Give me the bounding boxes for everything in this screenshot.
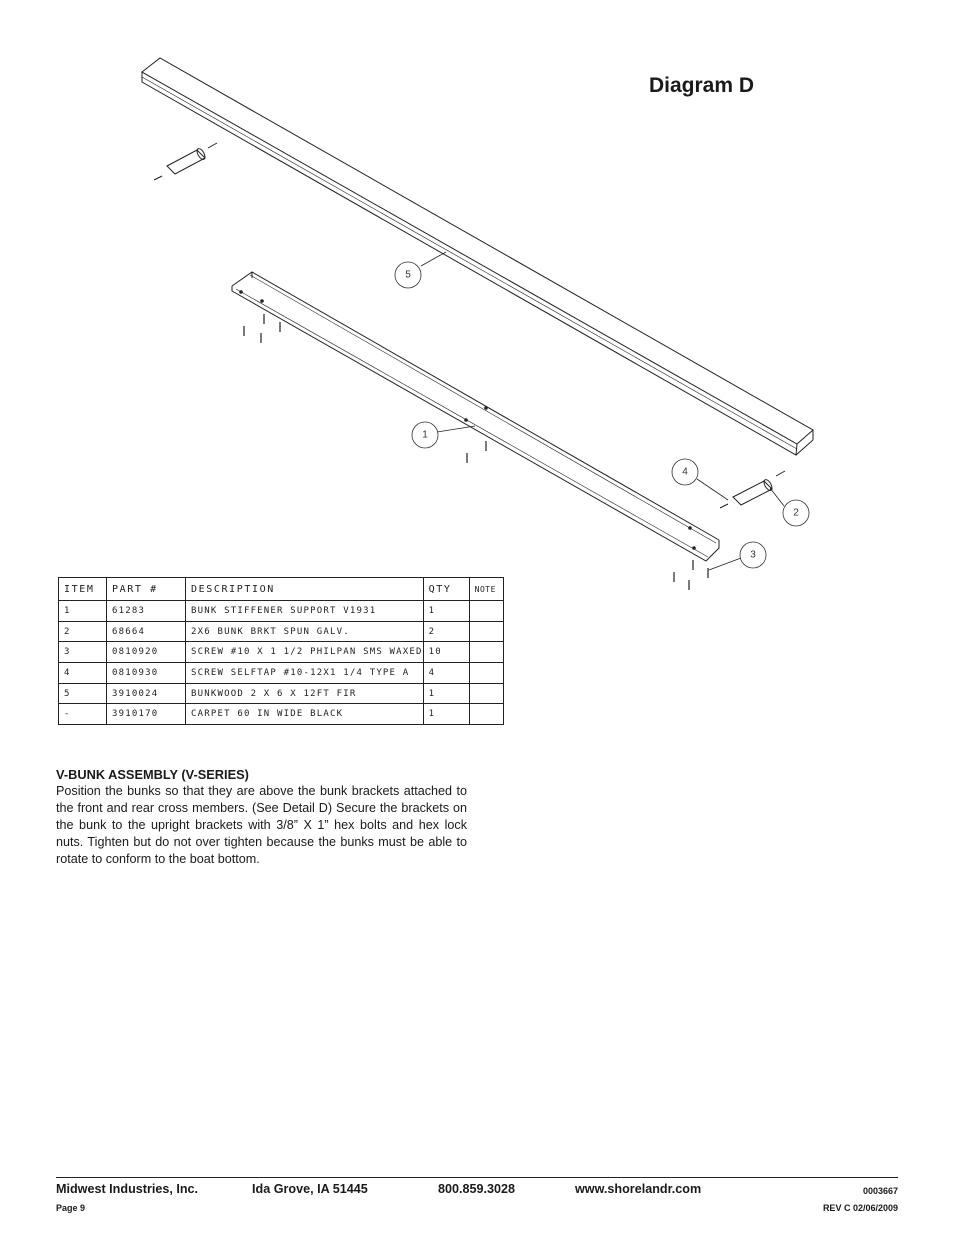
cell-description: CARPET 60 IN WIDE BLACK xyxy=(186,704,424,725)
table-header-row xyxy=(59,578,504,601)
table-row xyxy=(59,683,504,704)
footer-divider xyxy=(56,1177,898,1178)
instructions-section xyxy=(56,766,467,868)
cell-description: SCREW #10 X 1 1/2 PHILPAN SMS WAXED xyxy=(186,642,424,663)
table-row xyxy=(59,704,504,725)
header-note: NOTE xyxy=(469,578,503,601)
header-qty: QTY xyxy=(423,578,469,601)
cell-description: BUNK STIFFENER SUPPORT V1931 xyxy=(186,601,424,622)
footer-phone: 800.859.3028 xyxy=(438,1182,516,1196)
cell-qty: 1 xyxy=(423,683,469,704)
cell-part: 61283 xyxy=(107,601,186,622)
cell-qty: 2 xyxy=(423,621,469,642)
header-part: PART # xyxy=(107,578,186,601)
cell-note xyxy=(469,683,503,704)
cell-qty: 1 xyxy=(423,704,469,725)
cell-part: 3910170 xyxy=(107,704,186,725)
cell-part: 0810920 xyxy=(107,642,186,663)
cell-item: 5 xyxy=(59,683,107,704)
header-item: ITEM xyxy=(59,578,107,601)
header-description: DESCRIPTION xyxy=(186,578,424,601)
bunkwood-board xyxy=(142,58,813,455)
callout-label-5: 5 xyxy=(405,269,411,281)
cell-note xyxy=(469,642,503,663)
instructions-heading: V-BUNK ASSEMBLY (V-SERIES) xyxy=(56,767,249,782)
bunk-stiffener-bracket xyxy=(232,269,719,561)
table-row xyxy=(59,663,504,684)
cell-item: 3 xyxy=(59,642,107,663)
cell-description: SCREW SELFTAP #10-12X1 1/4 TYPE A xyxy=(186,663,424,684)
parts-table xyxy=(58,577,504,725)
cell-note xyxy=(469,621,503,642)
cell-note xyxy=(469,704,503,725)
cell-description: 2X6 BUNK BRKT SPUN GALV. xyxy=(186,621,424,642)
table-row xyxy=(59,601,504,622)
diagram-title: Diagram D xyxy=(649,74,755,97)
bunk-bracket-right xyxy=(720,471,785,508)
cell-note xyxy=(469,663,503,684)
footer-revision: REV C 02/06/2009 xyxy=(822,1203,898,1213)
cell-item: - xyxy=(59,704,107,725)
cell-qty: 4 xyxy=(423,663,469,684)
cell-part: 68664 xyxy=(107,621,186,642)
exploded-assembly-drawing xyxy=(0,0,954,600)
callout-label-1: 1 xyxy=(422,429,428,441)
cell-part: 3910024 xyxy=(107,683,186,704)
cell-part: 0810930 xyxy=(107,663,186,684)
footer-location: Ida Grove, IA 51445 xyxy=(252,1182,368,1196)
footer-doc-number: 0003667 xyxy=(862,1186,898,1196)
screws xyxy=(244,314,708,590)
cell-note xyxy=(469,601,503,622)
cell-item: 2 xyxy=(59,621,107,642)
cell-description: BUNKWOOD 2 X 6 X 12FT FIR xyxy=(186,683,424,704)
instructions-body: Position the bunks so that they are above the bunk brackets attached to the front and rear cross members. (See Detail D) Secure the brackets on the bunk to the upright brackets with 3/8” X 1” hex bolts and hex lock nuts. Tighten but do not over tighten because the bunks must be able to rotate to conform to the boat bottom. xyxy=(56,784,467,866)
cell-qty: 1 xyxy=(423,601,469,622)
callout-label-2: 2 xyxy=(793,507,799,519)
footer-company: Midwest Industries, Inc. xyxy=(56,1182,199,1196)
table-row xyxy=(59,621,504,642)
callout-label-4: 4 xyxy=(682,466,688,478)
cell-item: 4 xyxy=(59,663,107,684)
footer-website: www.shorelandr.com xyxy=(575,1182,702,1196)
table-row xyxy=(59,642,504,663)
footer-page-number: Page 9 xyxy=(56,1203,86,1213)
cell-item: 1 xyxy=(59,601,107,622)
cell-qty: 10 xyxy=(423,642,469,663)
callout-label-3: 3 xyxy=(750,549,756,561)
bunk-bracket-left xyxy=(154,143,217,180)
